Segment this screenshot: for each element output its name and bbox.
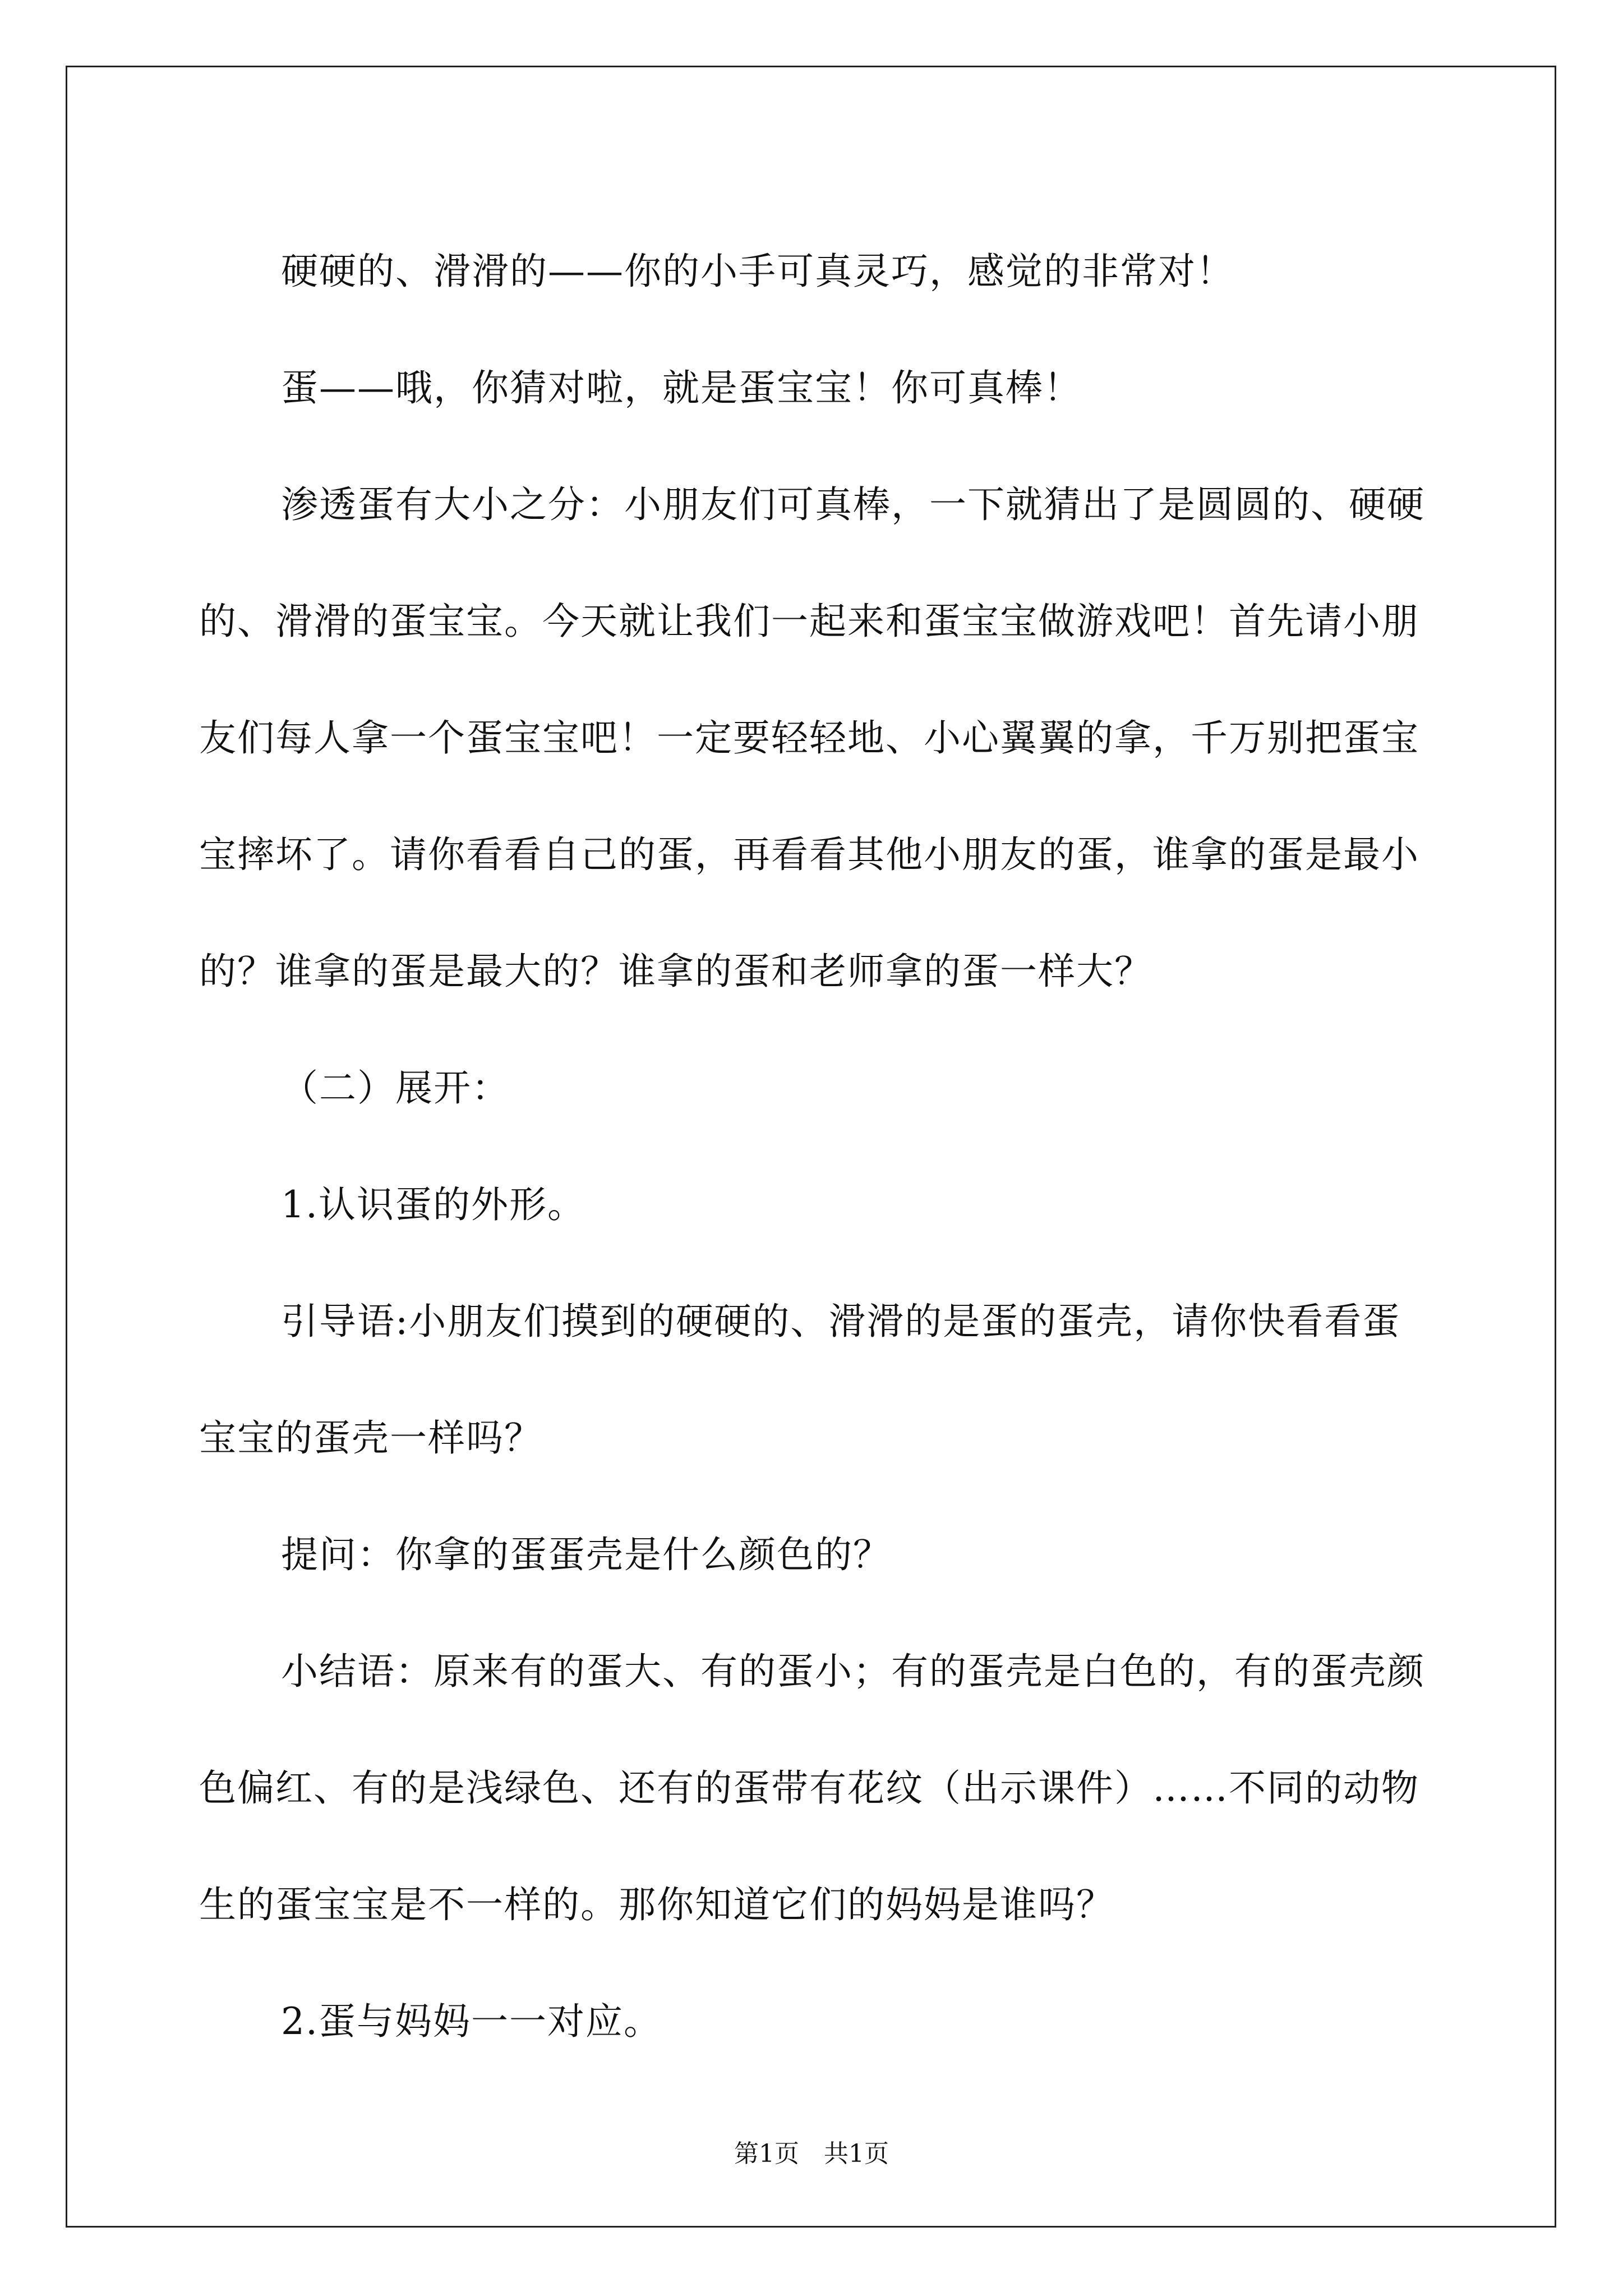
list-item: 2.蛋与妈妈一一对应。 [281, 2000, 662, 2043]
paragraph: 渗透蛋有大小之分：小朋友们可真棒，一下就猜出了是圆圆的、硬硬的、滑滑的蛋宝宝。今天就让我们一起来和蛋宝宝做游戏吧！首先请小朋友们每人拿一个蛋宝宝吧！一定要轻轻地、小心翼翼的拿，千万别把蛋宝宝摔坏了。请你看看自己的蛋，再看看其他小朋友的蛋，谁拿的蛋是最小的？谁拿的蛋是最大的？谁拿的蛋和老师拿的蛋一样大？ [199, 483, 1425, 993]
paragraph: 引导语:小朋友们摸到的硬硬的、滑滑的是蛋的蛋壳，请你快看看蛋宝宝的蛋壳一样吗？ [199, 1300, 1401, 1460]
document-body [199, 213, 1438, 2080]
paragraph: 小结语：原来有的蛋大、有的蛋小；有的蛋壳是白色的，有的蛋壳颜色偏红、有的是浅绿色、还有的蛋带有花纹（出示课件）……不同的动物生的蛋宝宝是不一样的。那你知道它们的妈妈是谁吗？ [199, 1650, 1425, 1926]
section-heading: （二）展开： [281, 1066, 510, 1110]
paragraph: 硬硬的、滑滑的——你的小手可真灵巧，感觉的非常对！ [281, 250, 1234, 293]
list-item: 1.认识蛋的外形。 [281, 1183, 585, 1226]
page-footer: 第1页 共1页 [734, 2139, 889, 2168]
paragraph: 提问：你拿的蛋蛋壳是什么颜色的？ [281, 1533, 891, 1576]
paragraph: 蛋——哦，你猜对啦，就是蛋宝宝！你可真棒！ [281, 366, 1082, 409]
